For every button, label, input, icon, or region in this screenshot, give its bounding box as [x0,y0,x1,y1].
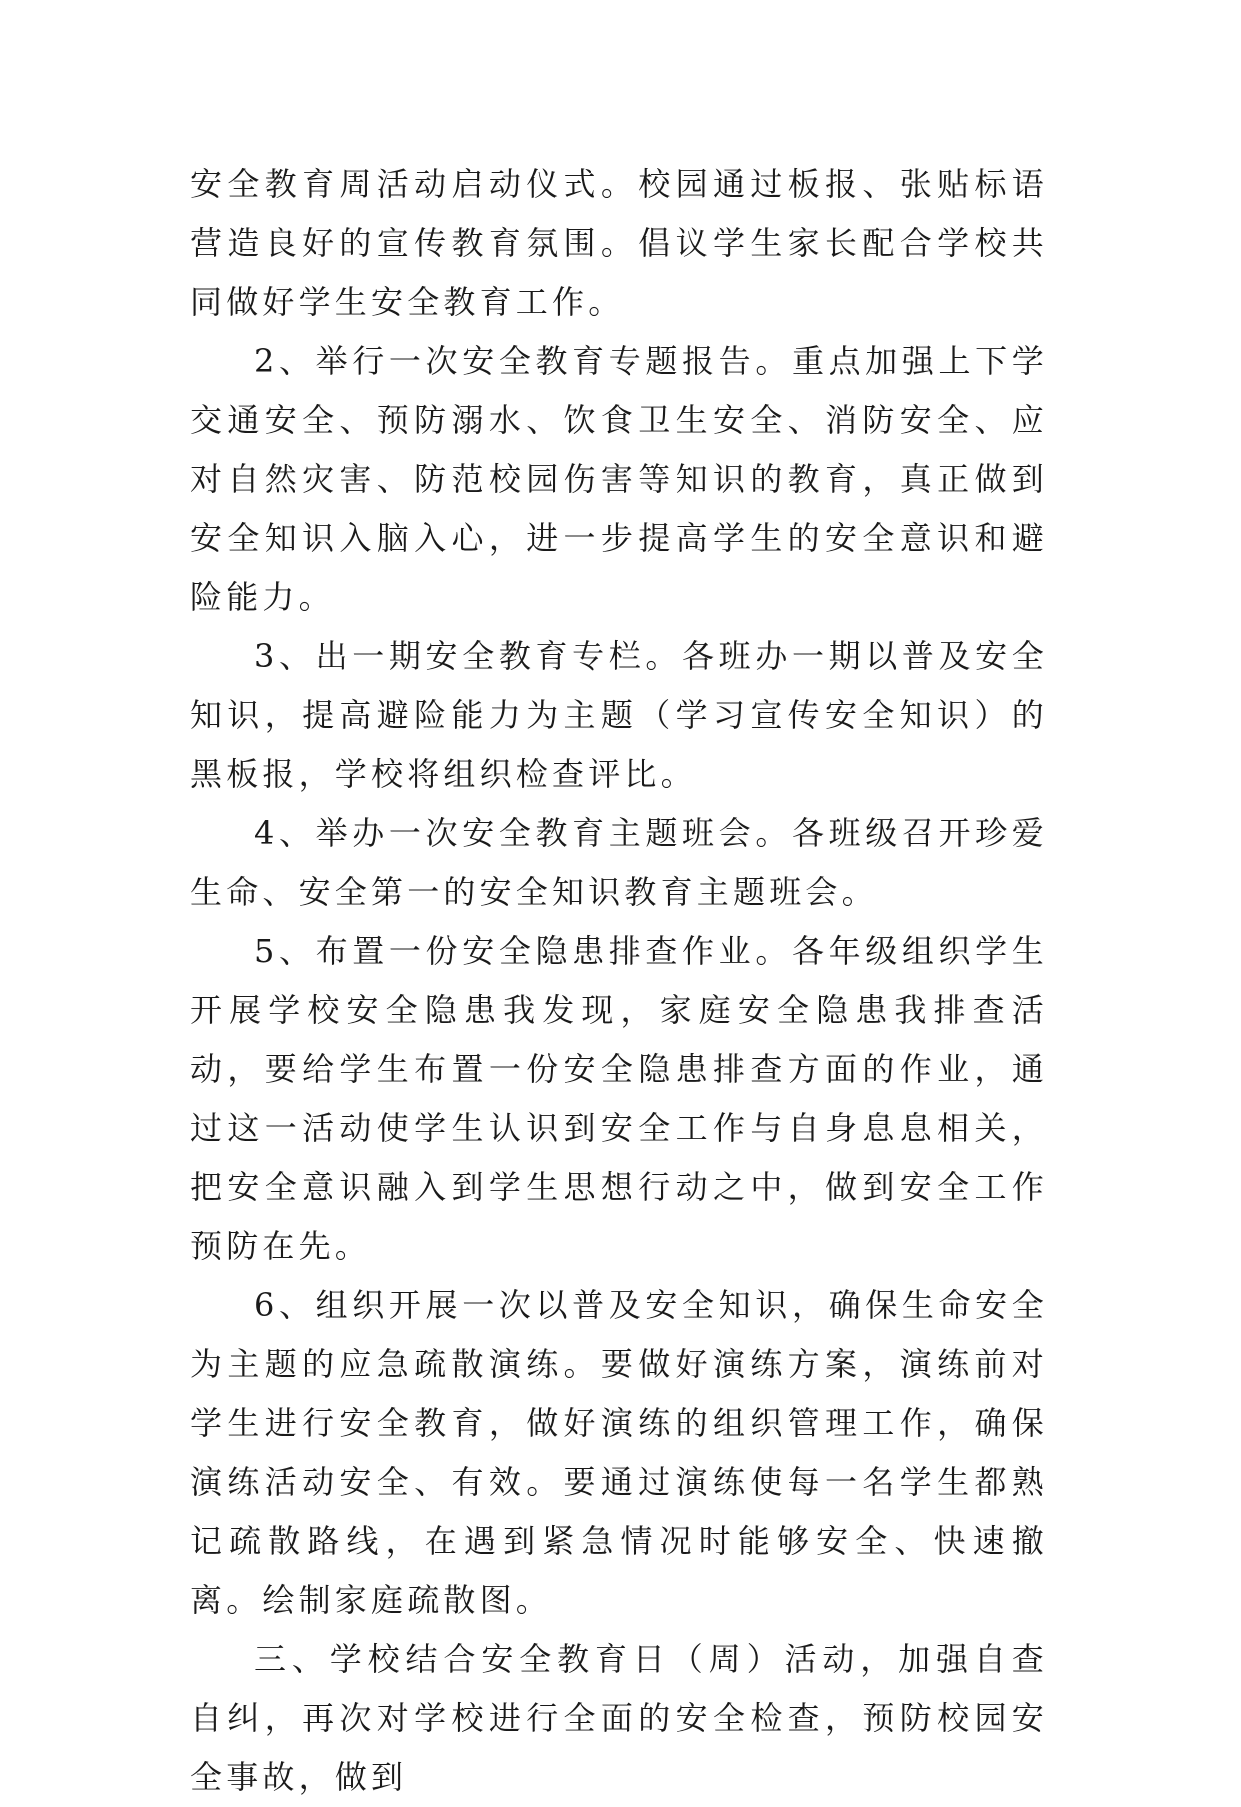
document-body [190,155,1048,1807]
paragraph-item-6: 6、组织开展一次以普及安全知识，确保生命安全为主题的应急疏散演练。要做好演练方案，演练前对学生进行安全教育，做好演练的组织管理工作，确保演练活动安全、有效。要通过演练使每一名学生都熟记疏散路线，在遇到紧急情况时能够安全、快速撤离。绘制家庭疏散图。 [190,1286,1048,1619]
paragraph-section-3: 三、学校结合安全教育日（周）活动，加强自查自纠，再次对学校进行全面的安全检查，预防校园安全事故，做到 [190,1640,1048,1796]
paragraph-item-3: 3、出一期安全教育专栏。各班办一期以普及安全知识，提高避险能力为主题（学习宣传安全知识）的黑板报，学校将组织检查评比。 [190,637,1048,793]
paragraph-item-5: 5、布置一份安全隐患排查作业。各年级组织学生开展学校安全隐患我发现，家庭安全隐患我排查活动，要给学生布置一份安全隐患排查方面的作业，通过这一活动使学生认识到安全工作与自身息息相关，把安全意识融入到学生思想行动之中，做到安全工作预防在先。 [190,932,1048,1265]
paragraph-item-2: 2、举行一次安全教育专题报告。重点加强上下学交通安全、预防溺水、饮食卫生安全、消防安全、应对自然灾害、防范校园伤害等知识的教育，真正做到安全知识入脑入心，进一步提高学生的安全意识和避险能力。 [190,342,1048,616]
paragraph-intro: 安全教育周活动启动仪式。校园通过板报、张贴标语营造良好的宣传教育氛围。倡议学生家长配合学校共同做好学生安全教育工作。 [190,165,1048,321]
paragraph-item-4: 4、举办一次安全教育主题班会。各班级召开珍爱生命、安全第一的安全知识教育主题班会。 [190,814,1048,911]
